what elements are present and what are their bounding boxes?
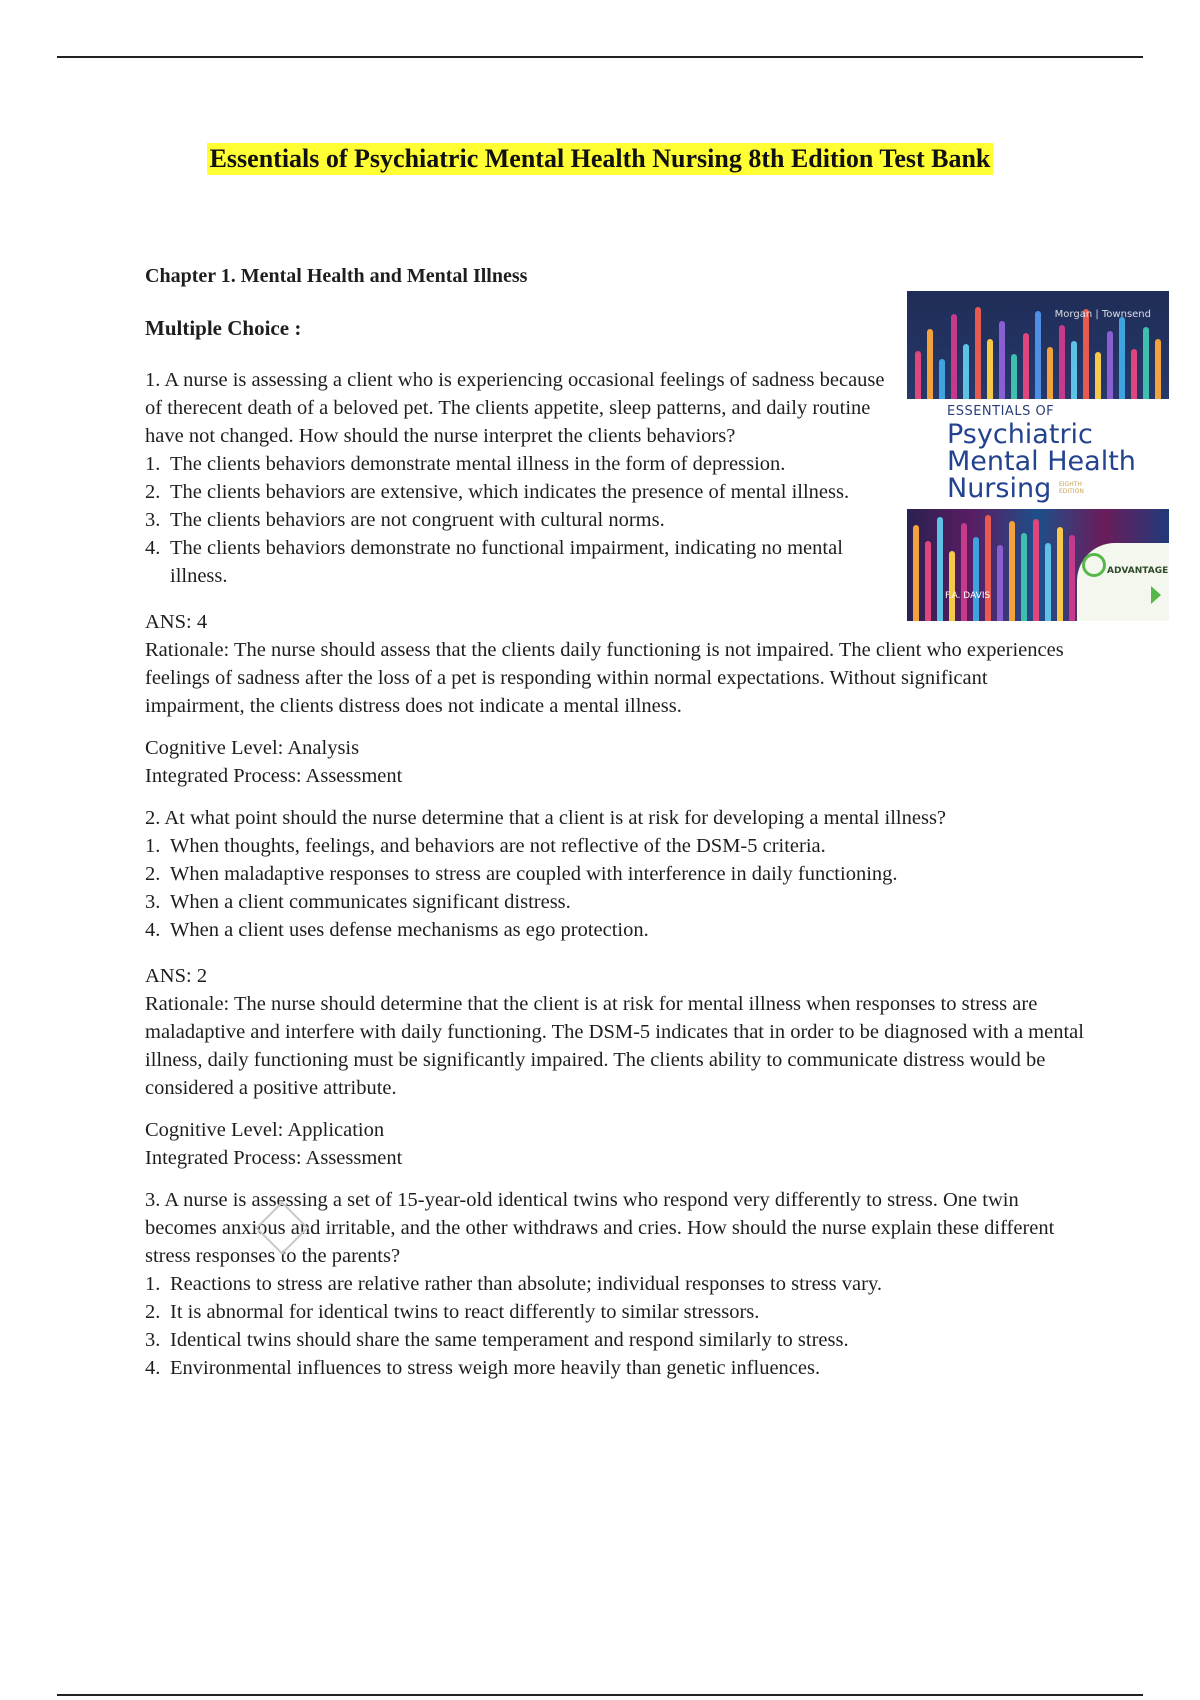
option-item bbox=[145, 1354, 1085, 1382]
option-item bbox=[145, 1270, 1085, 1298]
option-number: 1. bbox=[145, 453, 161, 475]
option-item bbox=[145, 450, 890, 478]
document-title: Essentials of Psychiatric Mental Health Nursing 8th Edition Test Bank bbox=[207, 143, 994, 175]
option-number: 4. bbox=[145, 919, 161, 941]
integrated-process: Integrated Process: Assessment bbox=[145, 1147, 403, 1169]
cover-title-line2: Mental Health bbox=[947, 446, 1136, 477]
option-text: Identical twins should share the same temperament and respond similarly to stress. bbox=[170, 1329, 849, 1351]
cover-title-line1: Psychiatric bbox=[947, 419, 1093, 450]
cover-essentials-label: ESSENTIALS OF bbox=[947, 404, 1055, 419]
cover-title-line3: Nursing bbox=[947, 473, 1052, 504]
option-item bbox=[145, 1298, 1085, 1326]
option-item bbox=[145, 534, 905, 590]
section-heading: Multiple Choice : bbox=[145, 316, 302, 340]
option-number: 3. bbox=[145, 891, 161, 913]
lightbulb-icon bbox=[1082, 553, 1106, 577]
option-text: The clients behaviors demonstrate no functional impairment, indicating no mental illness. bbox=[170, 537, 843, 587]
option-item bbox=[145, 506, 890, 534]
option-text: When maladaptive responses to stress are coupled with interference in daily functioning. bbox=[170, 863, 898, 885]
question-stem: 1. A nurse is assessing a client who is experiencing occasional feelings of sadness because of therecent death of a beloved pet. The clients appetite, sleep patterns, and daily routine have not changed. How should the nurse interpret the clients behaviors? bbox=[145, 369, 885, 447]
option-text: When a client communicates significant distress. bbox=[170, 891, 571, 913]
question-2 bbox=[145, 804, 1085, 944]
cover-authors: Morgan | Townsend bbox=[1054, 309, 1151, 320]
option-number: 3. bbox=[145, 1329, 161, 1351]
option-text: The clients behaviors are extensive, which indicates the presence of mental illness. bbox=[170, 481, 850, 503]
cover-badge-label: ADVANTAGE bbox=[1107, 566, 1169, 576]
answer-key: ANS: 2 bbox=[145, 965, 208, 987]
option-number: 4. bbox=[145, 537, 161, 559]
option-text: The clients behaviors demonstrate mental illness in the form of depression. bbox=[170, 453, 786, 475]
option-number: 2. bbox=[145, 863, 161, 885]
answer-key: ANS: 4 bbox=[145, 611, 208, 633]
chapter-heading: Chapter 1. Mental Health and Mental Illness bbox=[145, 265, 528, 287]
option-number: 3. bbox=[145, 509, 161, 531]
question-1 bbox=[145, 366, 890, 590]
question-stem: 3. A nurse is assessing a set of 15-year-old identical twins who respond very differently to stress. One twin becomes anxious and irritable, and the other withdraws and cries. How should the nurse explain these different stress responses to the parents? bbox=[145, 1189, 1055, 1267]
question-stem: 2. At what point should the nurse determine that a client is at risk for developing a mental illness? bbox=[145, 807, 947, 829]
cognitive-level: Cognitive Level: Analysis bbox=[145, 737, 360, 759]
option-number: 2. bbox=[145, 481, 161, 503]
option-number: 4. bbox=[145, 1357, 161, 1379]
rationale: Rationale: The nurse should determine that the client is at risk for mental illness when responses to stress are maladaptive and interfere with daily functioning. The DSM-5 indicates that in order to be diagnosed with a mental illness, daily functioning must be significantly impaired. The clients ability to communicate distress would be considered a positive attribute. bbox=[145, 993, 1084, 1099]
option-item bbox=[145, 916, 1085, 944]
rationale: Rationale: The nurse should assess that the clients daily functioning is not impaired. The client who experiences feelings of sadness after the loss of a pet is responding within normal expectations. Without significant impairment, the clients distress does not indicate a mental illness. bbox=[145, 639, 1064, 717]
answer-options bbox=[145, 832, 1085, 944]
option-text: Reactions to stress are relative rather than absolute; individual responses to stress vary. bbox=[170, 1273, 882, 1295]
option-text: Environmental influences to stress weigh more heavily than genetic influences. bbox=[170, 1357, 821, 1379]
answer-options bbox=[145, 1270, 1085, 1382]
option-number: 1. bbox=[145, 835, 161, 857]
cover-publisher: F.A. DAVIS bbox=[945, 591, 991, 601]
answer-options bbox=[145, 450, 890, 590]
option-text: It is abnormal for identical twins to react differently to similar stressors. bbox=[170, 1301, 760, 1323]
option-item bbox=[145, 832, 1085, 860]
option-number: 1. bbox=[145, 1273, 161, 1295]
option-text: The clients behaviors are not congruent with cultural norms. bbox=[170, 509, 665, 531]
top-rule bbox=[57, 56, 1143, 58]
option-item bbox=[145, 860, 1085, 888]
title-wrap bbox=[0, 143, 1200, 175]
option-text: When thoughts, feelings, and behaviors are not reflective of the DSM-5 criteria. bbox=[170, 835, 826, 857]
cognitive-level: Cognitive Level: Application bbox=[145, 1119, 385, 1141]
option-text: When a client uses defense mechanisms as ego protection. bbox=[170, 919, 649, 941]
option-item bbox=[145, 888, 1085, 916]
cover-edition: EIGHTH EDITION bbox=[1059, 481, 1084, 495]
option-number: 2. bbox=[145, 1301, 161, 1323]
option-item bbox=[145, 478, 890, 506]
option-item bbox=[145, 1326, 1085, 1354]
integrated-process: Integrated Process: Assessment bbox=[145, 765, 403, 787]
bottom-rule bbox=[57, 1694, 1143, 1696]
play-icon bbox=[1151, 586, 1161, 604]
